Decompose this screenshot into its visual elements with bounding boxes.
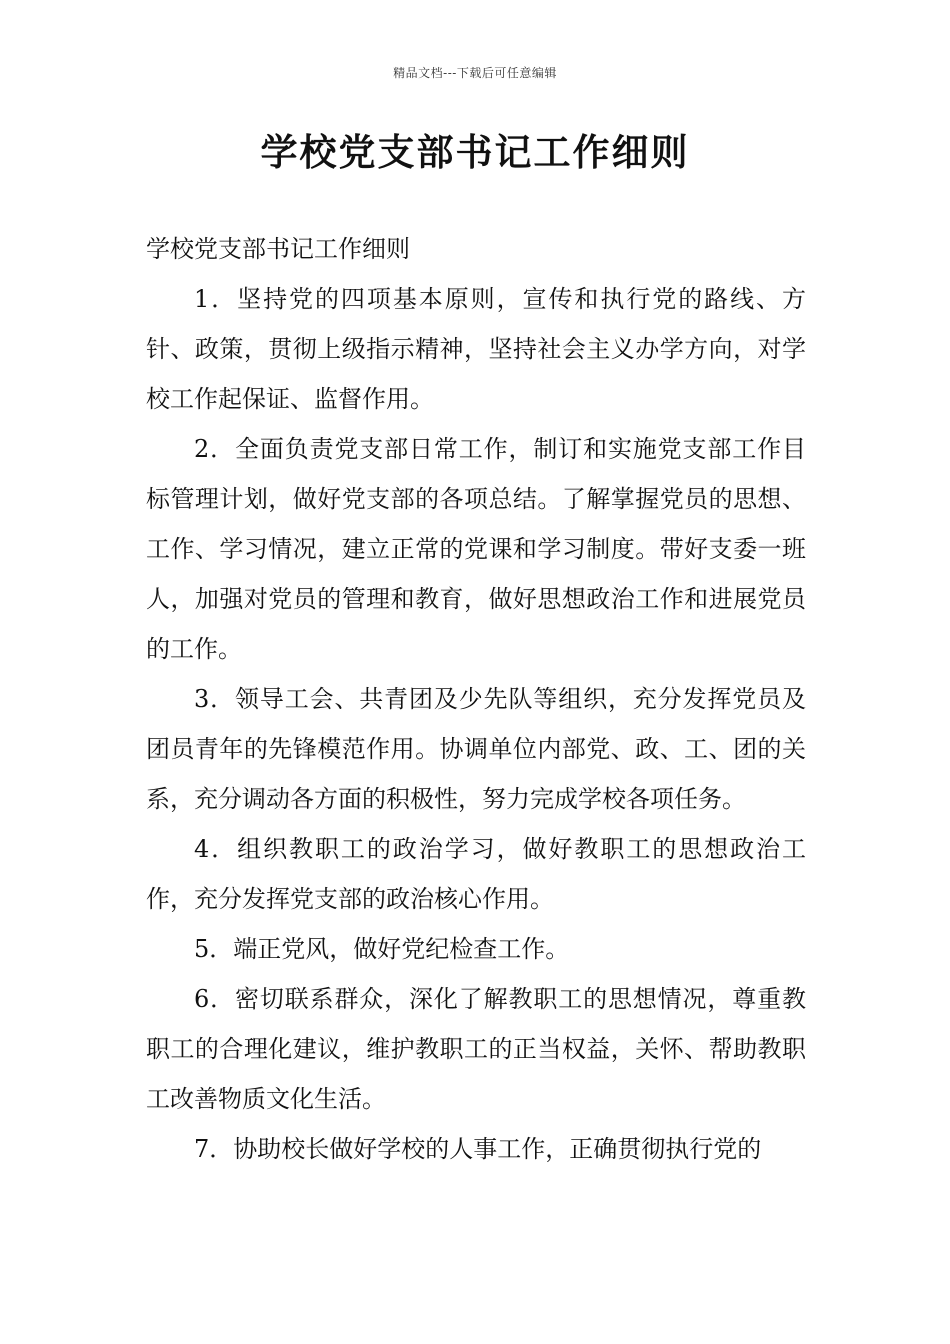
paragraph-7: 7．协助校长做好学校的人事工作，正确贯彻执行党的 [194,1135,762,1163]
paragraph-1: 1．坚持党的四项基本原则，宣传和执行党的路线、方针、政策，贯彻上级指示精神，坚持社会主义办学方向，对学校工作起保证、监督作用。 [146,285,806,413]
paragraph-3: 3．领导工会、共青团及少先队等组织，充分发挥党员及团员青年的先锋模范作用。协调单位内部党、政、工、团的关系，充分调动各方面的积极性，努力完成学校各项任务。 [146,685,806,813]
paragraph-4: 4．组织教职工的政治学习，做好教职工的思想政治工作，充分发挥党支部的政治核心作用。 [146,835,806,913]
paragraph-2: 2．全面负责党支部日常工作，制订和实施党支部工作目标管理计划，做好党支部的各项总结。了解掌握党员的思想、工作、学习情况，建立正常的党课和学习制度。带好支委一班人，加强对党员的管理和教育，做好思想政治工作和进展党员的工作。 [146,435,806,663]
document-title: 学校党支部书记工作细则 [260,131,690,174]
header-note: 精品文档---下载后可任意编辑 [393,66,557,80]
paragraph-6: 6．密切联系群众，深化了解教职工的思想情况，尊重教职工的合理化建议，维护教职工的正当权益，关怀、帮助教职工改善物质文化生活。 [146,985,806,1113]
paragraph-5: 5．端正党风，做好党纪检查工作。 [194,935,570,963]
lead-line: 学校党支部书记工作细则 [146,235,410,263]
document-body [146,224,806,1174]
